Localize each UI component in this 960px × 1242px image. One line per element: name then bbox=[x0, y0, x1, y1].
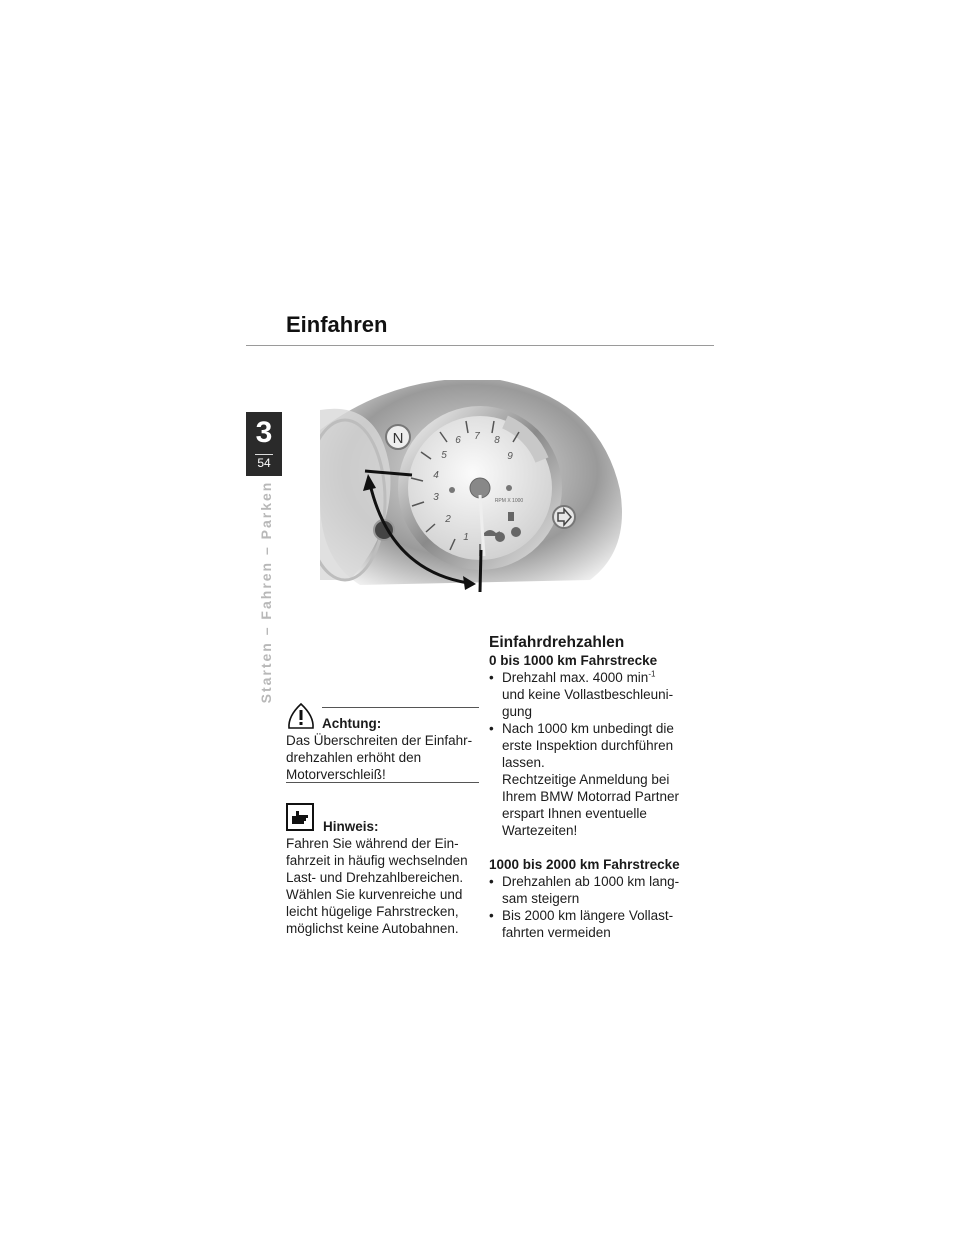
svg-text:6: 6 bbox=[455, 435, 461, 446]
svg-text:1: 1 bbox=[463, 532, 469, 543]
subsection-title-2: 1000 bis 2000 km Fahrstrecke bbox=[489, 857, 680, 872]
warning-text: Das Überschreiten der Einfahr- drehzahlen erhöht den Motorverschleiß! bbox=[286, 733, 473, 782]
list-item: • Nach 1000 km unbedingt die erste Inspektion durchführen lassen. Rechtzeitige Anmeldung bei Ihrem BMW Motorrad Partner erspart Ihnen eventuelle Wartezeiten! bbox=[489, 721, 680, 838]
page-number: 54 bbox=[257, 456, 271, 470]
svg-text:5: 5 bbox=[441, 450, 447, 461]
svg-text:4: 4 bbox=[433, 470, 439, 481]
gauge-unit-label: RPM X 1000 bbox=[494, 498, 524, 504]
list-item: • Drehzahl max. 4000 $\min^{-1}$ und keine Vollastbeschleuni- gung bbox=[489, 669, 674, 719]
svg-text:3: 3 bbox=[433, 492, 439, 503]
main-content bbox=[489, 634, 699, 941]
section-heading: Einfahrdrehzahlen bbox=[489, 634, 625, 651]
page-title: Einfahren bbox=[286, 312, 388, 337]
svg-text:8: 8 bbox=[494, 435, 500, 446]
neutral-label: N bbox=[392, 430, 404, 447]
chapter-number: 3 bbox=[255, 416, 273, 449]
note-title: Hinweis: bbox=[323, 819, 379, 834]
neutral-indicator-icon bbox=[386, 425, 410, 449]
note-hand-icon bbox=[286, 803, 314, 831]
svg-text:7: 7 bbox=[474, 431, 480, 442]
chapter-divider bbox=[255, 454, 273, 455]
warning-bottom-rule bbox=[286, 782, 479, 783]
title-divider bbox=[246, 345, 714, 346]
svg-text:2: 2 bbox=[445, 514, 451, 525]
list-item: • Bis 2000 km längere Vollast- fahrten vermeiden bbox=[489, 908, 674, 940]
list-item: • Drehzahlen ab 1000 km lang- sam steigern bbox=[489, 874, 680, 906]
side-chapter-title: Starten – Fahren – Parken bbox=[258, 480, 274, 704]
note-text: Fahren Sie während der Ein- fahrzeit in häufig wechselnden Last- und Drehzahlbereichen. Wählen Sie kurvenreiche und leicht hügelige Fahrstrecken, möglichst keine Autobahnen. bbox=[286, 836, 468, 936]
chapter-tab bbox=[246, 412, 282, 476]
warning-top-rule bbox=[322, 707, 479, 708]
svg-text:9: 9 bbox=[507, 451, 513, 462]
turn-signal-indicator-icon bbox=[553, 506, 575, 528]
warning-title: Achtung: bbox=[322, 716, 382, 731]
warning-icon bbox=[286, 702, 316, 730]
subsection-title-1: 0 bis 1000 km Fahrstrecke bbox=[489, 653, 658, 668]
marker-line-1000 bbox=[480, 550, 481, 592]
tachometer-photo bbox=[320, 380, 640, 595]
